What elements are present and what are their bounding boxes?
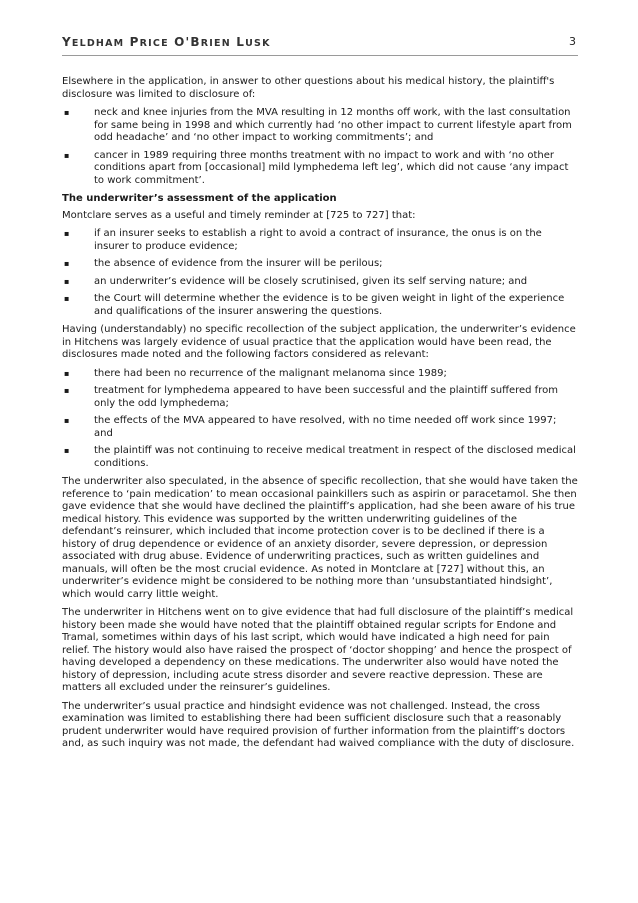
list-item xyxy=(62,415,578,440)
list-item-text: neck and knee injuries from the MVA resulting in 12 months off work, with the last consultation for same being in 1998 and which currently had ‘no other impact to current lifestyle apart from odd headache’ and ‘no other impact to working commitments’; and xyxy=(94,107,572,143)
list-item-text: the absence of evidence from the insurer will be perilous; xyxy=(94,258,383,269)
list-item-text: cancer in 1989 requiring three months treatment with no impact to work and with ‘no other conditions apart from [occasional] mild lymphedema left leg’, which did not cause ‘any impact to work commitment’. xyxy=(94,149,569,186)
list-item xyxy=(62,228,578,253)
bullet-icon: ▪ xyxy=(64,276,70,286)
list-item xyxy=(62,107,578,145)
list-item xyxy=(62,385,578,410)
firm-name xyxy=(62,35,271,49)
list-item-text: the Court will determine whether the evidence is to be given weight in light of the experience and qualifications of the insurer answering the questions. xyxy=(94,293,565,317)
list-item-text: treatment for lymphedema appeared to have been successful and the plaintiff suffered from only the odd lymphedema; xyxy=(94,385,558,409)
list-item-text: if an insurer seeks to establish a right to avoid a contract of insurance, the onus is on the insurer to produce evidence; xyxy=(94,228,542,252)
section-heading: The underwriter’s assessment of the application xyxy=(62,193,337,204)
bullet-icon: ▪ xyxy=(64,259,70,268)
list-item xyxy=(62,445,578,470)
firm-name-part: PRICE xyxy=(124,35,169,49)
header-divider xyxy=(62,55,578,56)
montclare-intro: Montclare serves as a useful and timely reminder at [725 to 727] that: xyxy=(62,209,416,221)
unchallenged-paragraph: The underwriter’s usual practice and hindsight evidence was not challenged. Instead, the cross examination was limited to establishing there had been sufficient disclosure such that a reasonably prudent underwriter would have required provision of further information from the plaintiff’s doctors and, as such inquiry was not made, the defendant had waived compliance with the duty of disclosure. xyxy=(62,700,575,749)
firm-name-part: O'BRIEN xyxy=(168,35,231,49)
list-item-text: there had been no recurrence of the malignant melanoma since 1989; xyxy=(94,367,447,379)
intro-paragraph: Elsewhere in the application, in answer to other questions about his medical history, the plaintiff's disclosure was limited to disclosure of: xyxy=(62,76,555,100)
firm-name-part: YELDHAM xyxy=(62,35,125,49)
bullet-icon: ▪ xyxy=(64,368,70,378)
list-item xyxy=(62,150,578,188)
list-item-text: an underwriter’s evidence will be closely scrutinised, given its self serving nature; and xyxy=(94,275,528,287)
list-item-text: the plaintiff was not continuing to receive medical treatment in respect of the disclosed medical conditions. xyxy=(94,445,576,469)
list-item xyxy=(62,276,578,289)
bullet-icon: ▪ xyxy=(64,416,70,425)
hitchens-intro: Having (understandably) no specific recollection of the subject application, the underwriter’s evidence in Hitchens was largely evidence of usual practice that the application would have been read, the disclosures made noted and the following factors considered as relevant: xyxy=(62,324,576,360)
bullet-icon: ▪ xyxy=(64,446,70,455)
list-item xyxy=(62,258,578,271)
list-item xyxy=(62,368,578,381)
montclare-list xyxy=(62,228,578,318)
factors-list xyxy=(62,368,578,471)
list-item-text: the effects of the MVA appeared to have resolved, with no time needed off work since 1997; and xyxy=(94,415,557,439)
document-body xyxy=(62,76,578,757)
bullet-icon: ▪ xyxy=(64,150,70,160)
full-disclosure-paragraph: The underwriter in Hitchens went on to give evidence that had full disclosure of the plaintiff’s medical history been made she would have noted that the plaintiff obtained regular scripts for Endone and Tramal, sometimes within days of his last script, which would have indicated a high need for pain relief. The history would also have raised the prospect of ‘doctor shopping’ and hence the prospect of having developed a dependency on these medications. The underwriter also would have noted the history of depression, including acute stress disorder and severe reactive depression. These are matters all excluded under the reinsurer’s guidelines. xyxy=(62,607,574,693)
bullet-icon: ▪ xyxy=(64,386,70,395)
bullet-icon: ▪ xyxy=(64,229,70,238)
list-item xyxy=(62,293,578,318)
disclosure-list xyxy=(62,107,578,187)
page-header xyxy=(62,34,578,52)
speculation-paragraph: The underwriter also speculated, in the absence of specific recollection, that she would have taken the reference to ‘pain medication’ to mean occasional painkillers such as aspirin or paracetamol. She then gave evidence that she would have declined the plaintiff’s application, had she been aware of his true medical history. This evidence was supported by the written underwriting guidelines of the defendant’s reinsurer, which included that income protection cover is to be declined if there is a history of drug dependence or evidence of an anxiety disorder, severe depression, or depression associated with drug abuse. Evidence of underwriting practices, such as written guidelines and manuals, will often be the most crucial evidence. As noted in Montclare at [727] without this, an underwriter’s evidence might be considered to be nothing more than ‘unsubstantiated hindsight’, which would carry little weight. xyxy=(62,476,578,600)
bullet-icon: ▪ xyxy=(64,108,70,117)
page-number: 3 xyxy=(569,35,576,48)
bullet-icon: ▪ xyxy=(64,294,70,303)
firm-name-part: LUSK xyxy=(230,35,271,49)
